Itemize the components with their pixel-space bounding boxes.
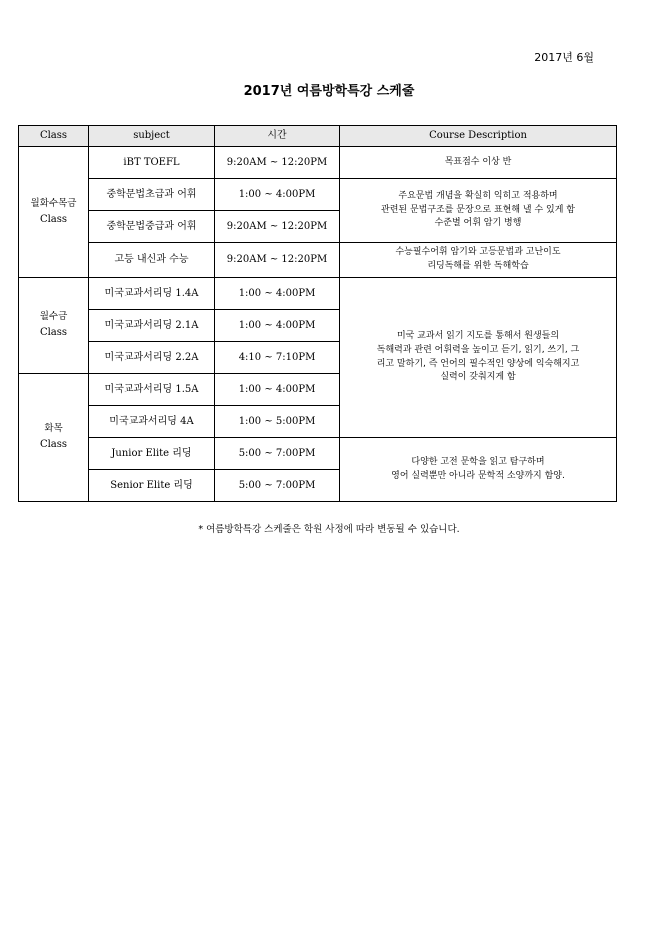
subject-cell: 미국교과서리딩 2.2A xyxy=(89,342,215,374)
time-cell: 5:00 ~ 7:00PM xyxy=(215,438,340,470)
subject-cell: 미국교과서리딩 1.4A xyxy=(89,278,215,310)
column-header-subject: subject xyxy=(89,126,215,147)
description-line: 미국 교과서 읽기 지도를 통해서 원생들의 xyxy=(396,330,560,341)
subject-cell: Senior Elite 리딩 xyxy=(89,470,215,502)
description-line: 다양한 고전 문학을 읽고 탐구하며 xyxy=(411,456,545,467)
subject-cell: 중학문법초급과 어휘 xyxy=(89,179,215,211)
schedule-table xyxy=(18,125,617,502)
subject-cell: 중학문법중급과 어휘 xyxy=(89,211,215,243)
time-cell: 9:20AM ~ 12:20PM xyxy=(215,211,340,243)
table-row xyxy=(19,278,617,310)
description-line: 실력이 갖춰지게 함 xyxy=(440,372,516,383)
class-group-mon-wed-fri xyxy=(19,278,89,374)
subject-cell: 미국교과서리딩 1.5A xyxy=(89,374,215,406)
class-group-name: 화목 xyxy=(44,423,63,435)
time-cell: 4:10 ~ 7:10PM xyxy=(215,342,340,374)
description-line: 수준별 어휘 암기 병행 xyxy=(434,218,522,229)
class-group-name: 월수금 xyxy=(39,311,68,323)
description-line: 독해력과 관련 어휘력을 높이고 듣기, 읽기, 쓰기, 그 xyxy=(376,344,580,355)
subject-cell: Junior Elite 리딩 xyxy=(89,438,215,470)
column-header-description: Course Description xyxy=(340,126,617,147)
class-group-sub: Class xyxy=(39,439,68,451)
description-cell xyxy=(340,243,617,278)
subject-cell: 미국교과서리딩 4A xyxy=(89,406,215,438)
table-header-row xyxy=(19,126,617,147)
description-line: 리고 말하기, 즉 언어의 필수적인 양상에 익숙해지고 xyxy=(376,358,580,369)
time-cell: 9:20AM ~ 12:20PM xyxy=(215,147,340,179)
time-cell: 1:00 ~ 4:00PM xyxy=(215,310,340,342)
time-cell: 1:00 ~ 4:00PM xyxy=(215,374,340,406)
description-cell xyxy=(340,438,617,502)
document-title: 2017년 여름방학특강 스케줄 xyxy=(243,84,415,99)
description-cell xyxy=(340,147,617,179)
class-group-name: 월화수목금 xyxy=(30,197,77,209)
time-cell: 1:00 ~ 4:00PM xyxy=(215,179,340,211)
table-row xyxy=(19,438,617,470)
time-cell: 5:00 ~ 7:00PM xyxy=(215,470,340,502)
class-group-sub: Class xyxy=(39,213,68,225)
class-group-tue-thu xyxy=(19,374,89,502)
class-group-mon-fri xyxy=(19,147,89,278)
description-line: 영어 실력뿐만 아니라 문학적 소양까지 함양. xyxy=(391,470,565,481)
column-header-time: 시간 xyxy=(215,126,340,147)
description-cell xyxy=(340,278,617,438)
subject-cell: 미국교과서리딩 2.1A xyxy=(89,310,215,342)
description-line: 리딩독해를 위한 독해학습 xyxy=(427,261,529,271)
subject-cell: 고등 내신과 수능 xyxy=(89,243,215,278)
table-row xyxy=(19,179,617,211)
time-cell: 1:00 ~ 5:00PM xyxy=(215,406,340,438)
document-date: 2017년 6월 xyxy=(534,51,594,64)
table-row xyxy=(19,243,617,278)
footer-note: * 여름방학특강 스케줄은 학원 사정에 따라 변동될 수 있습니다. xyxy=(198,524,460,535)
column-header-class: Class xyxy=(19,126,89,147)
time-cell: 9:20AM ~ 12:20PM xyxy=(215,243,340,278)
subject-cell: iBT TOEFL xyxy=(89,147,215,179)
description-line: 수능필수어휘 암기와 고등문법과 고난이도 xyxy=(395,247,561,258)
table-row xyxy=(19,147,617,179)
time-cell: 1:00 ~ 4:00PM xyxy=(215,278,340,310)
description-line: 관련된 문법구조를 문장으로 표현해 낼 수 있게 함 xyxy=(381,204,575,215)
description-cell xyxy=(340,179,617,243)
class-group-sub: Class xyxy=(39,327,68,339)
description-line: 주요문법 개념을 확실히 익히고 적용하며 xyxy=(398,190,558,201)
description-line: 목표점수 이상 반 xyxy=(444,156,512,167)
